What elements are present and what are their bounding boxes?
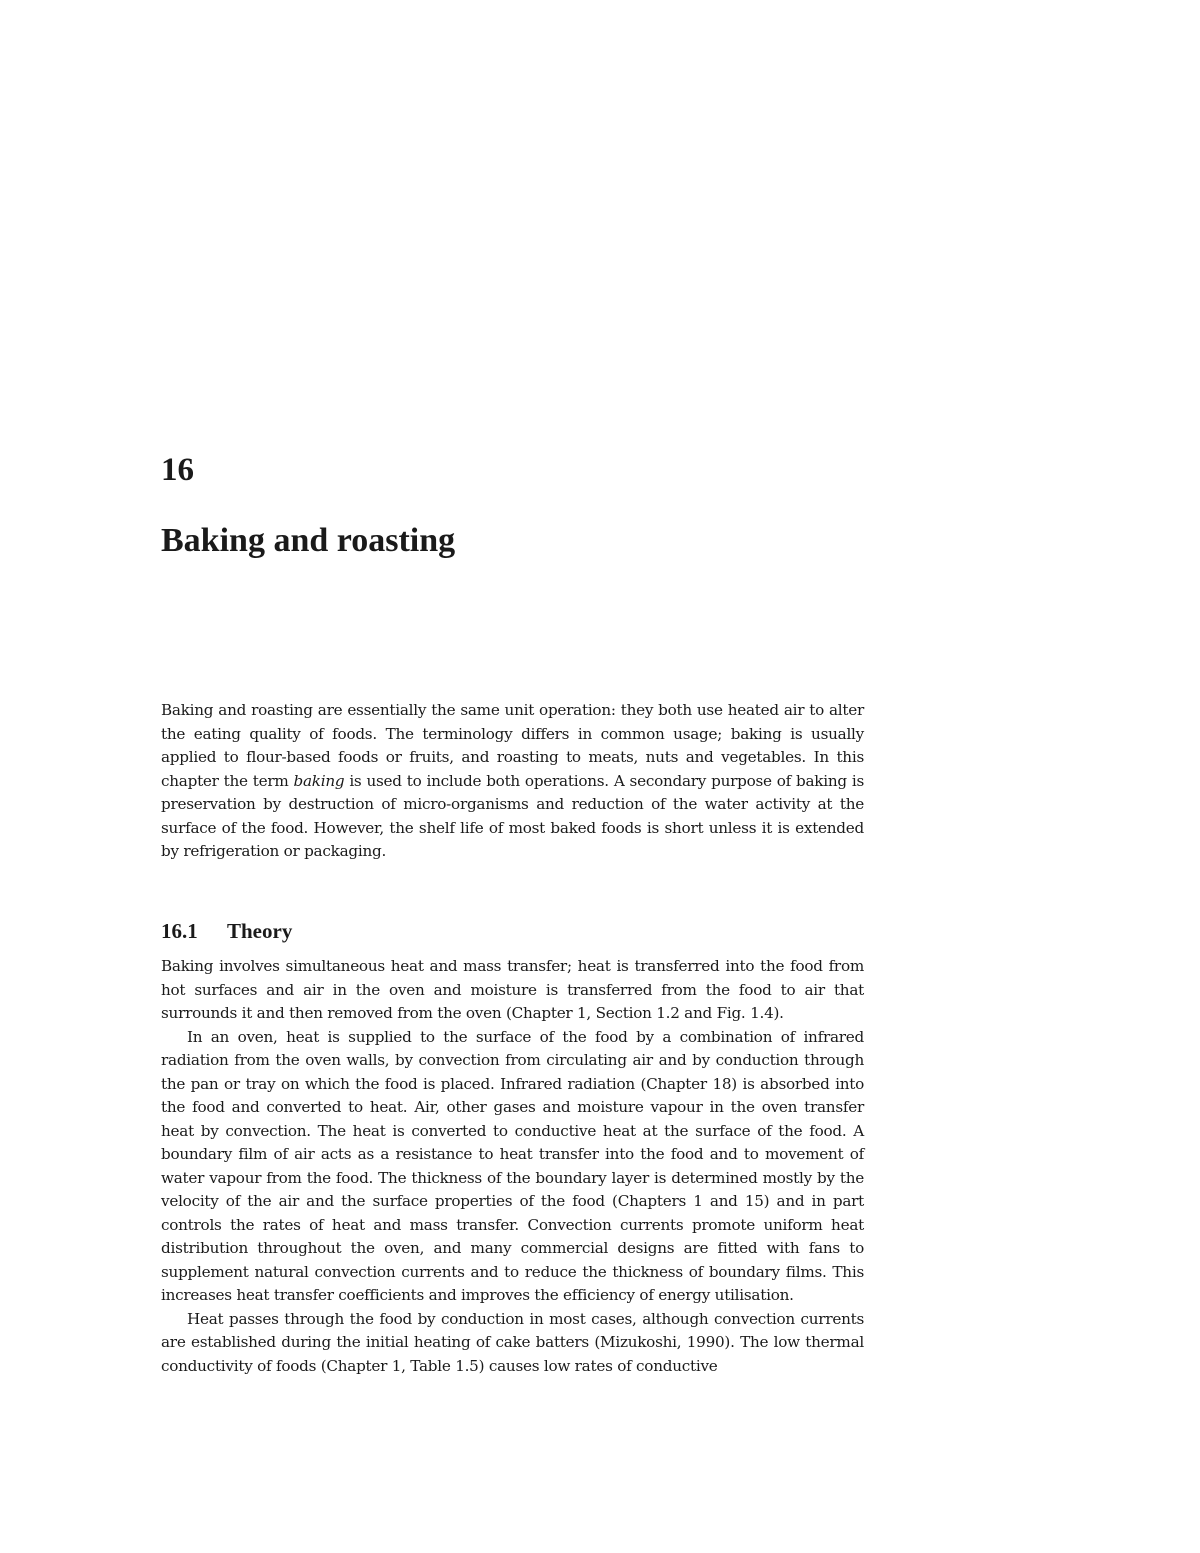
- section-paragraph-1: Baking involves simultaneous heat and mass transfer; heat is transferred into the food from hot surfaces and air in the oven and moisture is transferred from the food to air that surrounds it and then removed from the oven (Chapter 1, Section 1.2 and Fig. 1.4).: [161, 957, 864, 1022]
- section-heading: [161, 916, 292, 946]
- chapter-number: 16: [161, 452, 194, 488]
- section-paragraph-3: Heat passes through the food by conduction in most cases, although convection currents are established during the initial heating of cake batters (Mizukoshi, 1990). The low thermal conductivity of foods (Chapter 1, Table 1.5) causes low rates of conductive: [161, 1309, 864, 1375]
- chapter-title: Baking and roasting: [161, 522, 456, 559]
- section-number: 16.1: [161, 919, 198, 943]
- intro-italic-term: baking: [293, 771, 345, 790]
- intro-text-end: is used to include both operations. A secondary purpose of baking is preservation by destruction of micro-organisms and reduction of the water activity at the surface of the food. However, the shelf life of most baked foods is short unless it is extended by refrigeration or packaging.: [161, 771, 864, 860]
- section-paragraph-2: In an oven, heat is supplied to the surface of the food by a combination of infrared radiation from the oven walls, by convection from circulating air and by conduction through the pan or tray on which the food is placed. Infrared radiation (Chapter 18) is absorbed into the food and converted to heat. Air, other gases and moisture vapour in the oven transfer heat by convection. The heat is converted to conductive heat at the surface of the food. A boundary film of air acts as a resistance to heat transfer into the food and to movement of water vapour from the food. The thickness of the boundary layer is determined mostly by the velocity of the air and the surface properties of the food (Chapters 1 and 15) and in part controls the rates of heat and mass transfer. Convection currents promote uniform heat distribution throughout the oven, and many commercial designs are fitted with fans to supplement natural convection currents and to reduce the thickness of boundary films. This increases heat transfer coefficients and improves the efficiency of energy utilisation.: [161, 1027, 864, 1304]
- intro-paragraph: [161, 699, 864, 864]
- section-body: [161, 955, 864, 1378]
- section-title: Theory: [227, 919, 293, 943]
- intro-text-start: Baking and roasting are essentially the same unit operation: they both use heated air to alter the eating quality of foods. The terminology differs in common usage; baking is usually applied to flour-based foods or fruits, and roasting to meats, nuts and vegetables. In this chapter the term: [161, 701, 864, 790]
